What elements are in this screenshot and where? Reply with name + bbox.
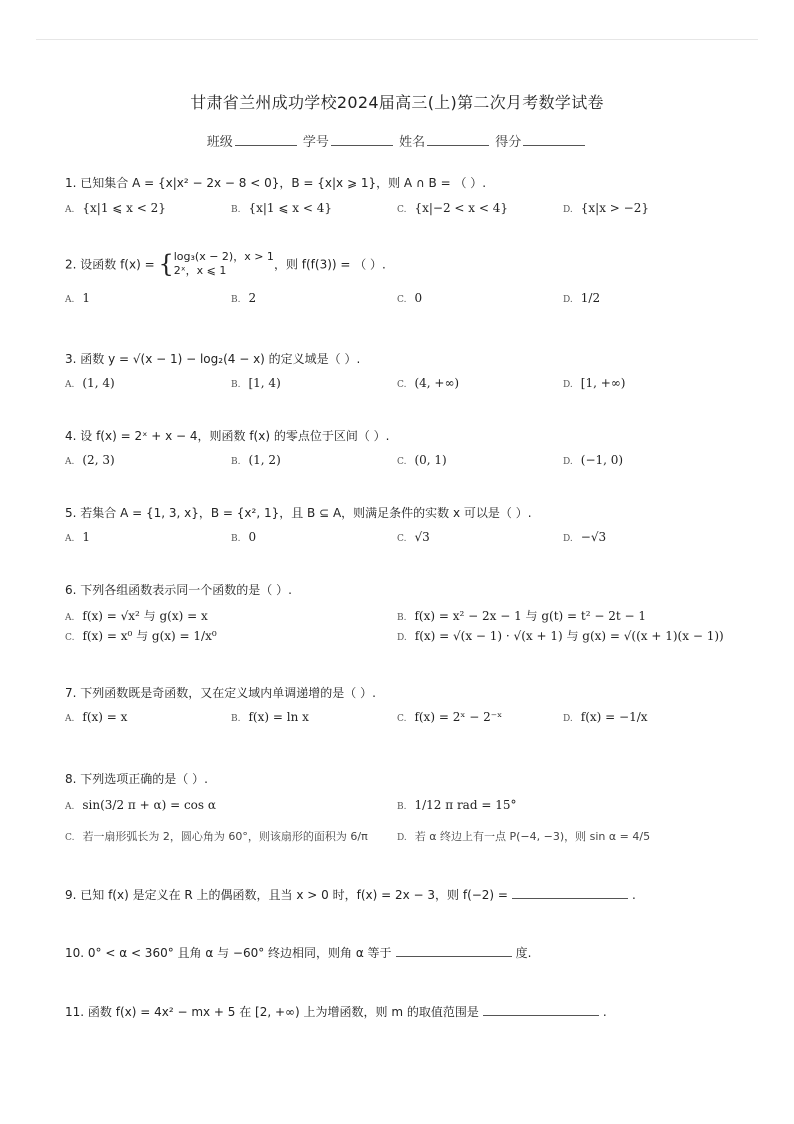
option-value: sin(3/2 π + α) = cos α <box>82 798 216 812</box>
q8-option-a[interactable] <box>65 798 216 812</box>
q6-option-d[interactable] <box>397 627 724 644</box>
q4-option-b[interactable] <box>231 453 281 467</box>
option-value: {x|−2 < x < 4} <box>414 201 508 215</box>
question-6-stem: 6. 下列各组函数表示同一个函数的是（ ）. <box>65 583 292 597</box>
question-10-stem <box>65 944 531 961</box>
option-value: (0, 1) <box>414 453 447 467</box>
score-label: 得分 <box>495 135 522 150</box>
option-value: (2, 3) <box>82 453 115 467</box>
option-label: B. <box>397 613 407 623</box>
q8-option-d[interactable] <box>397 828 650 844</box>
option-label: D. <box>563 380 573 390</box>
q2-option-a[interactable] <box>65 291 90 305</box>
q8-option-b[interactable] <box>397 798 516 812</box>
q2-stem-prefix: 2. 设函数 f(x) = <box>65 257 159 272</box>
q10-stem-prefix: 10. 0° < α < 360° 且角 α 与 −60° 终边相同，则角 α 等于 <box>65 946 392 960</box>
option-value: [1, +∞) <box>580 376 626 390</box>
class-field[interactable] <box>235 133 297 146</box>
option-value: 1 <box>82 291 91 305</box>
option-label: D. <box>397 633 407 643</box>
option-value: f(x) = 2ˣ − 2⁻ˣ <box>414 710 503 724</box>
option-label: B. <box>231 714 241 724</box>
question-8-stem: 8. 下列选项正确的是（ ）. <box>65 772 208 786</box>
q7-option-a[interactable] <box>65 710 127 724</box>
option-label: B. <box>231 534 241 544</box>
q11-stem-suffix: . <box>602 1005 607 1019</box>
q4-option-a[interactable] <box>65 453 115 467</box>
option-value: 2 <box>248 291 257 305</box>
option-label: B. <box>231 295 241 305</box>
option-value: f(x) = x <box>82 710 128 724</box>
piecewise-brace: { <box>158 250 174 278</box>
option-value: 1/12 π rad = 15° <box>414 798 517 812</box>
q7-option-d[interactable] <box>563 710 648 724</box>
piecewise-case-2: 2ˣ，x ⩽ 1 <box>173 264 227 277</box>
option-label: D. <box>563 205 573 215</box>
option-label: A. <box>65 295 75 305</box>
student-info-row <box>0 131 794 150</box>
option-value: f(x) = x⁰ 与 g(x) = 1/x⁰ <box>82 629 217 643</box>
option-label: C. <box>397 380 407 390</box>
question-2-stem <box>65 250 386 278</box>
option-value: f(x) = x² − 2x − 1 与 g(t) = t² − 2t − 1 <box>414 609 646 623</box>
option-value: 若 α 终边上有一点 P(−4, −3)，则 sin α = 4/5 <box>414 830 651 843</box>
option-value: −√3 <box>580 530 607 544</box>
option-label: C. <box>65 633 75 643</box>
q5-option-a[interactable] <box>65 530 90 544</box>
option-label: A. <box>65 613 75 623</box>
q3-option-c[interactable] <box>397 376 459 390</box>
class-label: 班级 <box>206 135 233 150</box>
option-label: C. <box>397 205 407 215</box>
option-value: {x|x > −2} <box>580 201 649 215</box>
q7-option-c[interactable] <box>397 710 502 724</box>
q11-stem-prefix: 11. 函数 f(x) = 4x² − mx + 5 在 [2, +∞) 上为增函数，则 m 的取值范围是 <box>65 1005 479 1019</box>
option-label: A. <box>65 714 75 724</box>
q3-option-b[interactable] <box>231 376 281 390</box>
q2-stem-suffix: ，则 f(f(3)) = （ ）. <box>273 257 386 272</box>
question-1-stem: 1. 已知集合 A = {x|x² − 2x − 8 < 0}，B = {x|x ⩾ 1}，则 A ∩ B = （ ）. <box>65 176 487 190</box>
option-label: B. <box>397 802 407 812</box>
q4-option-c[interactable] <box>397 453 447 467</box>
option-label: D. <box>397 833 407 843</box>
q5-option-d[interactable] <box>563 530 606 544</box>
q1-option-c[interactable] <box>397 201 508 215</box>
option-label: C. <box>397 295 407 305</box>
answer-blank[interactable] <box>512 887 628 899</box>
option-label: C. <box>397 714 407 724</box>
id-field[interactable] <box>331 133 393 146</box>
q1-option-b[interactable] <box>231 201 332 215</box>
q1-option-d[interactable] <box>563 201 649 215</box>
option-value: f(x) = ln x <box>248 710 309 724</box>
option-label: B. <box>231 205 241 215</box>
option-label: B. <box>231 380 241 390</box>
q4-option-d[interactable] <box>563 453 623 467</box>
option-value: (1, 2) <box>248 453 281 467</box>
option-label: A. <box>65 205 75 215</box>
q10-stem-suffix: 度. <box>515 946 532 960</box>
q9-stem-prefix: 9. 已知 f(x) 是定义在 R 上的偶函数，且当 x > 0 时，f(x) = 2x − 3，则 f(−2) = <box>65 888 508 902</box>
option-value: (1, 4) <box>82 376 115 390</box>
q5-option-b[interactable] <box>231 530 256 544</box>
option-value: {x|1 ⩽ x < 4} <box>248 201 332 215</box>
q1-option-a[interactable] <box>65 201 166 215</box>
option-label: A. <box>65 457 75 467</box>
option-label: C. <box>65 833 75 843</box>
q7-option-b[interactable] <box>231 710 309 724</box>
score-field[interactable] <box>523 133 585 146</box>
option-value: (−1, 0) <box>580 453 624 467</box>
id-label: 学号 <box>302 135 329 150</box>
option-value: f(x) = √(x − 1) · √(x + 1) 与 g(x) = √((x + 1)(x − 1)) <box>414 629 724 643</box>
option-label: C. <box>397 534 407 544</box>
option-label: C. <box>397 457 407 467</box>
q2-option-d[interactable] <box>563 291 600 305</box>
option-label: D. <box>563 295 573 305</box>
top-divider <box>36 39 758 40</box>
option-value: √3 <box>414 530 430 544</box>
answer-blank[interactable] <box>396 945 512 957</box>
option-label: A. <box>65 380 75 390</box>
exam-title: 甘肃省兰州成功学校2024届高三(上)第二次月考数学试卷 <box>190 93 604 112</box>
q6-option-a[interactable] <box>65 607 208 624</box>
q6-option-c[interactable] <box>65 627 217 644</box>
question-4-stem: 4. 设 f(x) = 2ˣ + x − 4，则函数 f(x) 的零点位于区间（ ）. <box>65 429 390 443</box>
option-label: A. <box>65 802 75 812</box>
question-11-stem <box>65 1003 607 1020</box>
name-field[interactable] <box>427 133 489 146</box>
option-value: [1, 4) <box>248 376 281 390</box>
option-value: 若一扇形弧长为 2，圆心角为 60°，则该扇形的面积为 6/π <box>82 830 368 843</box>
option-value: 0 <box>414 291 423 305</box>
q9-stem-suffix: . <box>632 888 636 902</box>
q8-option-c[interactable] <box>65 828 368 844</box>
q2-option-c[interactable] <box>397 291 422 305</box>
answer-blank[interactable] <box>483 1004 599 1016</box>
q6-option-b[interactable] <box>397 607 646 624</box>
q5-option-c[interactable] <box>397 530 430 544</box>
q3-option-a[interactable] <box>65 376 115 390</box>
option-value: f(x) = −1/x <box>580 710 648 724</box>
question-3-stem: 3. 函数 y = √(x − 1) − log₂(4 − x) 的定义域是（ ）. <box>65 352 361 366</box>
option-label: A. <box>65 534 75 544</box>
q3-option-d[interactable] <box>563 376 625 390</box>
question-5-stem: 5. 若集合 A = {1, 3, x}，B = {x², 1}，且 B ⊆ A，则满足条件的实数 x 可以是（ ）. <box>65 506 532 520</box>
option-value: f(x) = √x² 与 g(x) = x <box>82 609 208 623</box>
option-label: D. <box>563 534 573 544</box>
option-label: D. <box>563 457 573 467</box>
option-value: 1/2 <box>580 291 601 305</box>
piecewise-cases <box>174 250 274 278</box>
question-7-stem: 7. 下列函数既是奇函数，又在定义域内单调递增的是（ ）. <box>65 686 376 700</box>
option-value: (4, +∞) <box>414 376 460 390</box>
name-label: 姓名 <box>399 135 426 150</box>
option-value: 1 <box>82 530 91 544</box>
option-label: D. <box>563 714 573 724</box>
option-value: {x|1 ⩽ x < 2} <box>82 201 166 215</box>
piecewise-case-1: log₃(x − 2)，x > 1 <box>173 250 274 263</box>
q2-option-b[interactable] <box>231 291 256 305</box>
option-label: B. <box>231 457 241 467</box>
question-9-stem <box>65 886 636 903</box>
option-value: 0 <box>248 530 257 544</box>
